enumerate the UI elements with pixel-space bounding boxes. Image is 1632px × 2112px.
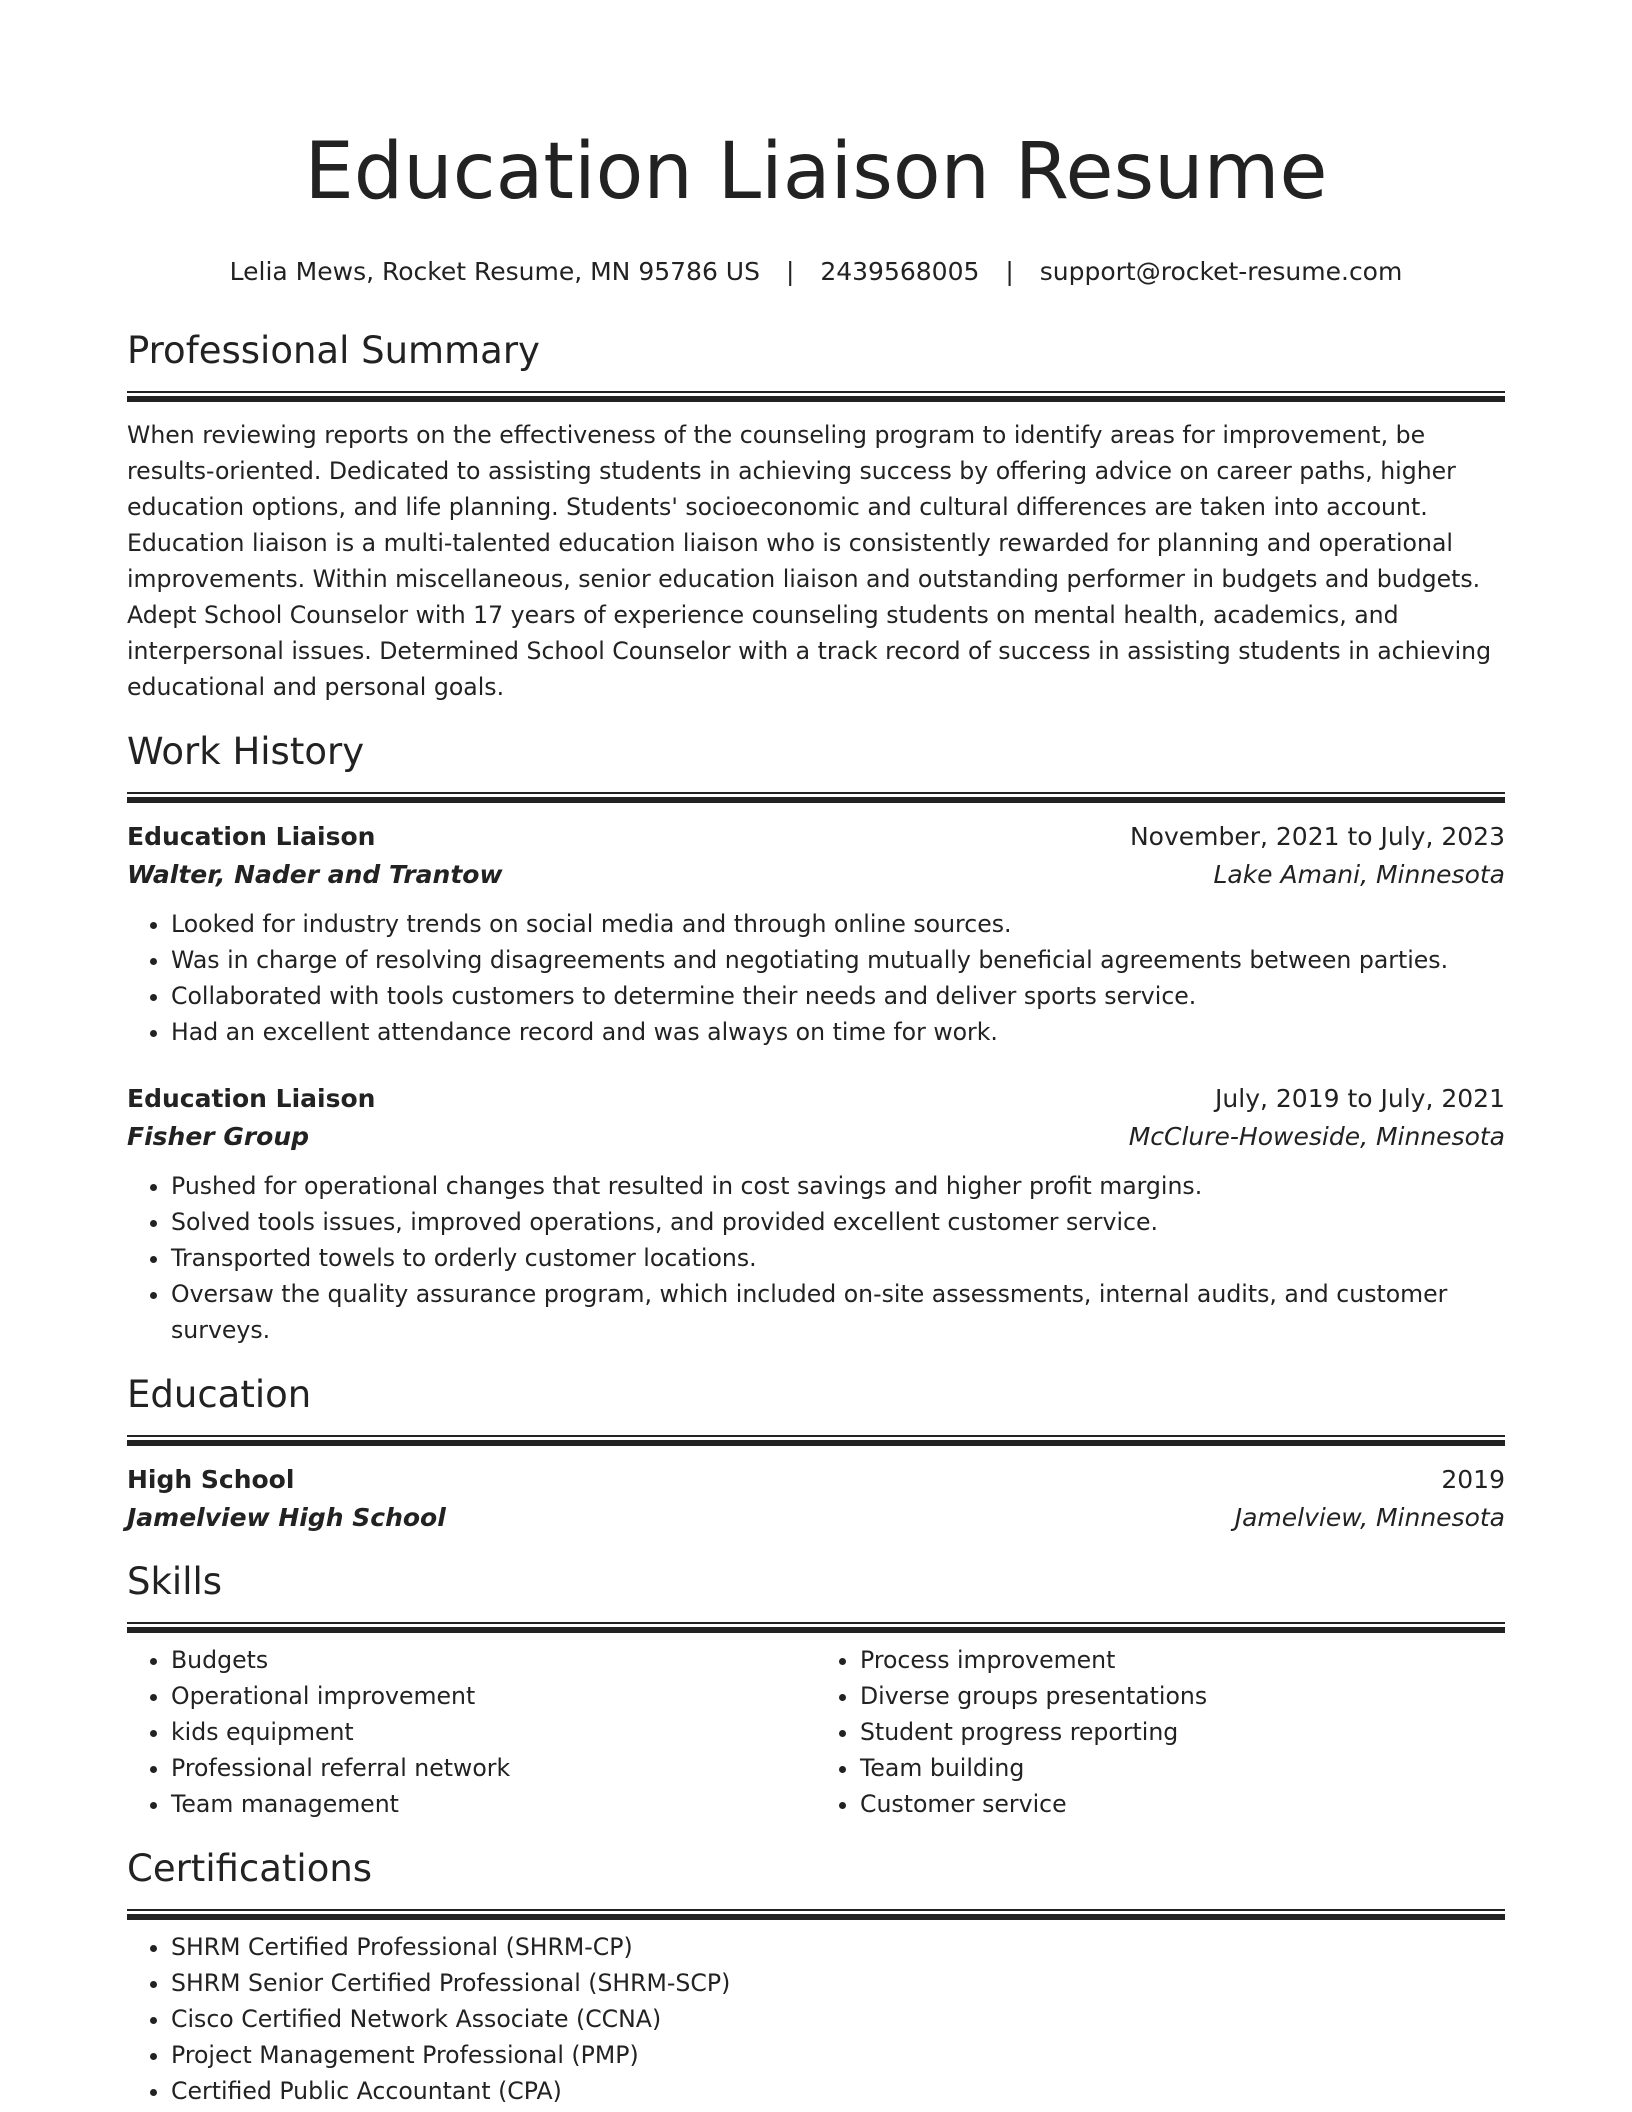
education-degree: High School (127, 1465, 295, 1494)
list-item: • Professional referral network (171, 1750, 816, 1786)
summary-text: When reviewing reports on the effectiveness of the counseling program to identify areas for improvement, be results-oriented. Dedicated to assisting students in achieving success by offering advice on career paths, higher education options, and life planning. Students' socioeconomic and cultural differences are taken into account. Education liaison is a multi-talented education liaison who is consistently rewarded for planning and operational improvements. Within miscellaneous, senior education liaison and outstanding performer in budgets and budgets. Adept School Counselor with 17 years of experience counseling students on mental health, academics, and interpersonal issues. Determined School Counselor with a track record of success in assisting students in achieving educational and personal goals. (127, 421, 1492, 701)
contact-separator: | (785, 257, 795, 286)
list-item: • Was in charge of resolving disagreements and negotiating mutually beneficial agreements between parties. (171, 942, 1505, 978)
job-employer: Fisher Group (127, 1122, 310, 1151)
list-item: • Diverse groups presentations (860, 1678, 1505, 1714)
skills-list-left (127, 1642, 816, 1822)
certifications-list (127, 1929, 1505, 2109)
list-item: • Had an excellent attendance record and was always on time for work. (171, 1014, 1505, 1050)
job-dates: July, 2019 to July, 2021 (1215, 1084, 1505, 1113)
education-year: 2019 (1441, 1465, 1505, 1494)
job-header-row (127, 1080, 1505, 1118)
skills-grid (127, 1642, 1505, 1822)
list-item: • Oversaw the quality assurance program, which included on-site assessments, internal audits, and customer surveys. (171, 1276, 1505, 1348)
section-divider (127, 1622, 1505, 1634)
job-location: McClure-Howeside, Minnesota (1128, 1122, 1505, 1151)
list-item: • Solved tools issues, improved operations, and provided excellent customer service. (171, 1204, 1505, 1240)
list-item: • Customer service (860, 1786, 1505, 1822)
contact-line (127, 252, 1505, 292)
job-bullets (127, 906, 1505, 1050)
job-bullets (127, 1168, 1505, 1348)
education-location: Jamelview, Minnesota (1234, 1503, 1505, 1532)
job-entry (127, 1080, 1505, 1348)
section-heading-certifications: Certifications (127, 1847, 373, 1890)
section-divider (127, 391, 1505, 403)
section-heading-education: Education (127, 1373, 312, 1416)
list-item: • Student progress reporting (860, 1714, 1505, 1750)
job-employer-row (127, 1118, 1505, 1156)
education-section (127, 1370, 1505, 1537)
list-item: • Transported towels to orderly customer locations. (171, 1240, 1505, 1276)
list-item: • Pushed for operational changes that resulted in cost savings and higher profit margins. (171, 1168, 1505, 1204)
job-title: Education Liaison (127, 1084, 376, 1113)
list-item: • SHRM Senior Certified Professional (SHRM-SCP) (171, 1965, 1505, 2001)
education-entry (127, 1461, 1505, 1537)
list-item: • Collaborated with tools customers to determine their needs and deliver sports service. (171, 978, 1505, 1014)
list-item: • Operational improvement (171, 1678, 816, 1714)
list-item: • Team building (860, 1750, 1505, 1786)
list-item: • kids equipment (171, 1714, 816, 1750)
job-employer: Walter, Nader and Trantow (127, 860, 503, 889)
education-header-row (127, 1461, 1505, 1499)
section-divider (127, 1909, 1505, 1921)
list-item: • Team management (171, 1786, 816, 1822)
contact-phone: 2439568005 (820, 257, 980, 286)
list-item: • Cisco Certified Network Associate (CCNA) (171, 2001, 1505, 2037)
job-title: Education Liaison (127, 822, 376, 851)
list-item: • Budgets (171, 1642, 816, 1678)
list-item: • SHRM Certified Professional (SHRM-CP) (171, 1929, 1505, 1965)
contact-address: Lelia Mews, Rocket Resume, MN 95786 US (229, 257, 760, 286)
job-entry (127, 818, 1505, 1050)
job-header-row (127, 818, 1505, 856)
section-heading-summary: Professional Summary (127, 329, 540, 372)
list-item: • Process improvement (860, 1642, 1505, 1678)
education-school: Jamelview High School (127, 1503, 446, 1532)
education-school-row (127, 1499, 1505, 1537)
contact-separator: | (1005, 257, 1014, 286)
certifications-section (127, 1844, 1505, 2109)
job-employer-row (127, 856, 1505, 894)
section-heading-work: Work History (127, 730, 365, 773)
list-item: • Looked for industry trends on social media and through online sources. (171, 906, 1505, 942)
summary-section (127, 326, 1505, 705)
section-divider (127, 1435, 1505, 1447)
job-dates: November, 2021 to July, 2023 (1129, 822, 1505, 851)
section-divider (127, 792, 1505, 804)
list-item: • Certified Public Accountant (CPA) (171, 2073, 1505, 2109)
section-heading-skills: Skills (127, 1560, 223, 1603)
resume-title: Education Liaison Resume (304, 127, 1328, 217)
skills-section (127, 1557, 1505, 1822)
job-location: Lake Amani, Minnesota (1213, 860, 1505, 889)
skills-list-right (816, 1642, 1505, 1822)
contact-email: support@rocket-resume.com (1039, 257, 1403, 286)
work-history-section (127, 727, 1505, 1348)
list-item: • Project Management Professional (PMP) (171, 2037, 1505, 2073)
